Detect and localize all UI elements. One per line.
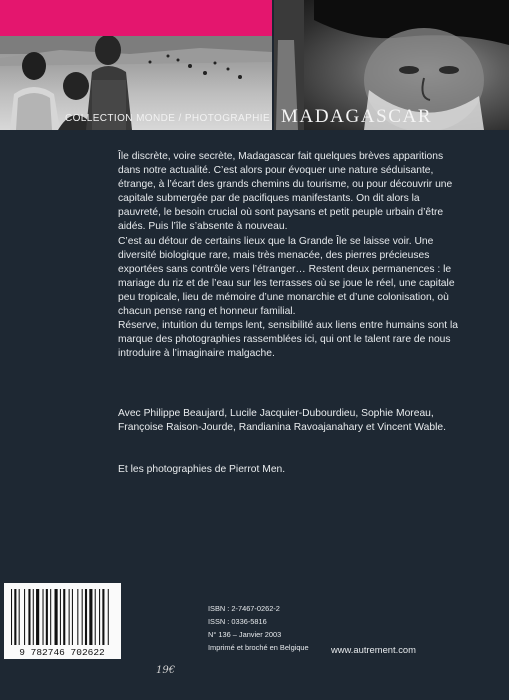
blurb-paragraph: Réserve, intuition du temps lent, sensibilité aux liens entre humains sont la marque des photographies rassemblées ici, qui ont le talent rare de nous introduire à l’imaginaire malgache. — [118, 320, 458, 360]
issn-text: ISSN : 0336-5816 — [208, 617, 267, 626]
photographer-credit: Et les photographies de Pierrot Men. — [118, 464, 286, 475]
isbn-text: ISBN : 2-7467-0262-2 — [208, 604, 280, 613]
contributors-text: Avec Philippe Beaujard, Lucile Jacquier-Dubourdieu, Sophie Moreau, Françoise Raison-Jourde, Randianina Ravoajanahary et Vincent Wable. — [118, 408, 446, 434]
blurb-text — [118, 150, 458, 361]
contributors — [118, 407, 463, 435]
book-title: MADAGASCAR — [281, 106, 433, 127]
barcode — [4, 583, 121, 659]
printed-text: Imprimé et broché en Belgique — [208, 643, 309, 652]
barcode-bars — [4, 583, 121, 659]
collection-label: COLLECTION MONDE / PHOTOGRAPHIE — [65, 113, 271, 124]
barcode-number: 9 782746 702622 — [19, 647, 105, 658]
publication-info — [208, 602, 309, 654]
blurb-paragraph: Île discrète, voire secrète, Madagascar fait quelques brèves apparitions dans notre actualité. C’est alors pour évoquer une nature séduisante, étrange, à l’écart des grands chemins du tourisme, ou pour découvrir une capitale submergée par de pacifiques manifestants. On dit alors la pauvreté, le besoin crucial où sont paysans et petit peuple urbain d’être aidés. Puis l’île s’absente à nouveau. — [118, 151, 453, 233]
cover-banner — [0, 0, 509, 130]
pink-accent-band — [0, 0, 272, 36]
publisher-website: www.autrement.com — [331, 644, 416, 655]
issue-text: N° 136 – Janvier 2003 — [208, 630, 282, 639]
handwritten-price: 19€ — [156, 665, 176, 676]
blurb-paragraph: C’est au détour de certains lieux que la Grande Île se laisse voir. Une diversité biologique rare, mais très menacée, des pierres précieuses exportées sans contrôle vers l’étranger… Restent deux permanences : le mariage du riz et de l’eau sur les terrasses où se joue le réel, une capitale peu tropicale, lieu de mémoire d’une monarchie et d’une colonisation, où chacun pense rang et honneur familial. — [118, 235, 455, 318]
